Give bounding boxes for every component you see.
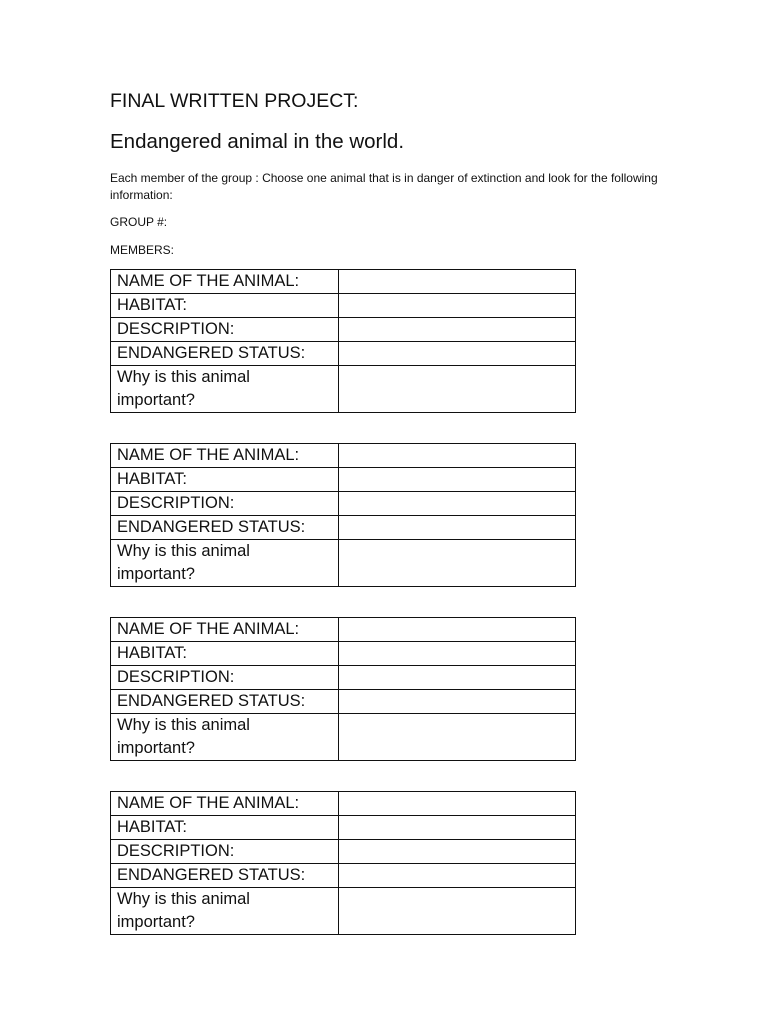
- habitat-label: HABITAT:: [111, 294, 339, 318]
- description-label: DESCRIPTION:: [111, 666, 339, 690]
- animal-name-value[interactable]: [339, 792, 576, 816]
- endangered-status-label: ENDANGERED STATUS:: [111, 690, 339, 714]
- importance-value[interactable]: [339, 888, 576, 935]
- endangered-status-label: ENDANGERED STATUS:: [111, 342, 339, 366]
- habitat-value[interactable]: [339, 294, 576, 318]
- description-value[interactable]: [339, 840, 576, 864]
- animal-table-1: [110, 269, 576, 413]
- description-label: DESCRIPTION:: [111, 318, 339, 342]
- description-label: DESCRIPTION:: [111, 840, 339, 864]
- habitat-label: HABITAT:: [111, 468, 339, 492]
- members-label: MEMBERS:: [110, 243, 175, 257]
- animal-name-value[interactable]: [339, 270, 576, 294]
- habitat-label: HABITAT:: [111, 642, 339, 666]
- habitat-label: HABITAT:: [111, 816, 339, 840]
- endangered-status-value[interactable]: [339, 864, 576, 888]
- importance-value[interactable]: [339, 714, 576, 761]
- group-number-label: GROUP #:: [110, 215, 168, 229]
- habitat-value[interactable]: [339, 468, 576, 492]
- importance-label: Why is this animal important?: [111, 540, 339, 587]
- animal-name-label: NAME OF THE ANIMAL:: [111, 444, 339, 468]
- instructions-text: Each member of the group : Choose one animal that is in danger of extinction and look for the following information:: [110, 171, 658, 202]
- endangered-status-label: ENDANGERED STATUS:: [111, 864, 339, 888]
- endangered-status-label: ENDANGERED STATUS:: [111, 516, 339, 540]
- endangered-status-value[interactable]: [339, 342, 576, 366]
- animal-table-2: [110, 443, 576, 587]
- habitat-value[interactable]: [339, 642, 576, 666]
- importance-label: Why is this animal important?: [111, 714, 339, 761]
- habitat-value[interactable]: [339, 816, 576, 840]
- endangered-status-value[interactable]: [339, 690, 576, 714]
- animal-name-label: NAME OF THE ANIMAL:: [111, 618, 339, 642]
- animal-name-value[interactable]: [339, 618, 576, 642]
- importance-value[interactable]: [339, 540, 576, 587]
- importance-label: Why is this animal important?: [111, 366, 339, 413]
- animal-name-label: NAME OF THE ANIMAL:: [111, 792, 339, 816]
- importance-value[interactable]: [339, 366, 576, 413]
- animal-table-3: [110, 617, 576, 761]
- page-subtitle: Endangered animal in the world.: [110, 130, 405, 153]
- importance-label: Why is this animal important?: [111, 888, 339, 935]
- page-title: FINAL WRITTEN PROJECT:: [110, 90, 359, 112]
- description-label: DESCRIPTION:: [111, 492, 339, 516]
- animal-table-4: [110, 791, 576, 935]
- description-value[interactable]: [339, 318, 576, 342]
- animal-name-label: NAME OF THE ANIMAL:: [111, 270, 339, 294]
- animal-name-value[interactable]: [339, 444, 576, 468]
- endangered-status-value[interactable]: [339, 516, 576, 540]
- description-value[interactable]: [339, 492, 576, 516]
- description-value[interactable]: [339, 666, 576, 690]
